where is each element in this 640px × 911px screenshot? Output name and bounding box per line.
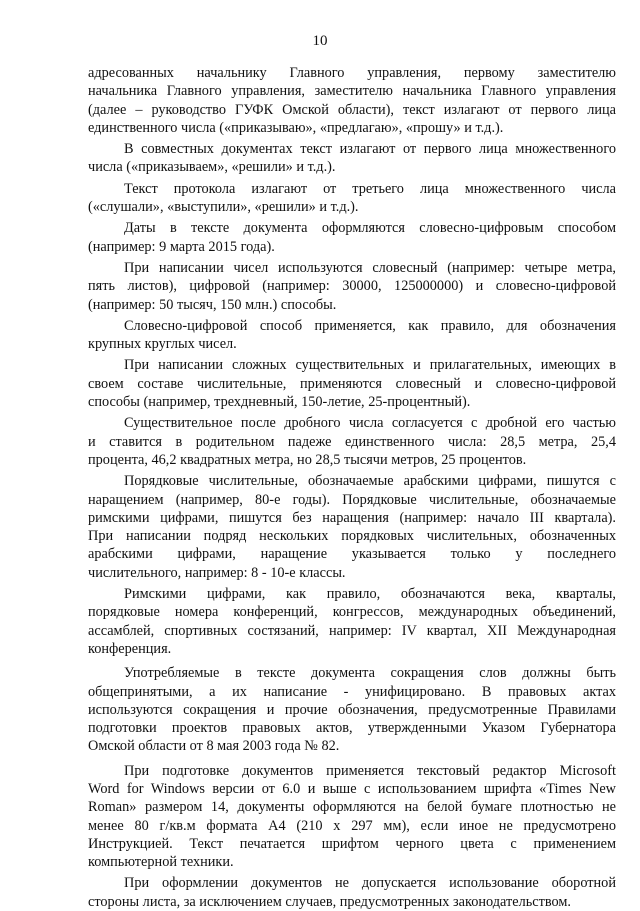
paragraph-line: компьютерной техники. xyxy=(88,854,234,871)
paragraph-line: конференция. xyxy=(88,640,172,657)
paragraph-line: Текст протокола излагают от третьего лица множественного числа xyxy=(124,180,616,197)
paragraph-line: начальника Главного управления, заместителю начальника Главного управления xyxy=(88,83,616,100)
paragraph-line: Даты в тексте документа оформляются словесно-цифровым способом xyxy=(124,220,616,237)
paragraph-line: крупных круглых чисел. xyxy=(88,336,237,353)
paragraph-line: общепринятыми, а их написание - унифицировано. В правовых актах xyxy=(88,683,616,700)
paragraph-line: и ставится в родительном падеже единственного числа: 28,5 метра, 25,4 xyxy=(88,433,616,450)
paragraph xyxy=(88,317,616,354)
paragraph xyxy=(88,140,616,177)
paragraph xyxy=(88,356,616,411)
paragraph-line: Употребляемые в тексте документа сокращения слов должны быть xyxy=(124,665,616,682)
paragraph-line: Омской области от 8 мая 2003 года № 82. xyxy=(88,738,340,755)
paragraph-line: менее 80 г/кв.м формата А4 (210 х 297 мм), если иное не предусмотрено xyxy=(88,817,616,834)
paragraph-line: Римскими цифрами, как правило, обозначаются века, кварталы, xyxy=(124,586,616,603)
paragraph-line: своем составе числительные, применяются словесный и словесно-цифровой xyxy=(88,375,616,392)
paragraph xyxy=(88,180,616,217)
paragraph xyxy=(88,762,616,872)
paragraph-line: наращением (например, 80-е годы). Порядковые числительные, обозначаемые xyxy=(88,491,616,508)
paragraph xyxy=(88,472,616,582)
paragraph-line: При написании подряд нескольких порядковых числительных, обозначенных xyxy=(88,528,616,545)
paragraph-line: адресованных начальнику Главного управления, первому заместителю xyxy=(88,65,616,81)
paragraph-line: В совместных документах текст излагают от первого лица множественного xyxy=(124,141,616,158)
paragraph xyxy=(88,874,616,911)
paragraph-line: единственного числа («приказываю», «предлагаю», «прошу» и т.д.). xyxy=(88,119,504,136)
paragraph-line: арабскими цифрами, наращение указывается только у последнего xyxy=(88,546,616,563)
paragraph-line: процента, 46,2 квадратных метра, но 28,5 тысячи метров, 25 процентов. xyxy=(88,451,527,468)
paragraph-line: («слушали», «выступили», «решили» и т.д.). xyxy=(88,199,359,216)
paragraph xyxy=(88,664,616,755)
paragraph-line: числа («приказываем», «решили» и т.д.). xyxy=(88,159,336,176)
paragraph xyxy=(88,414,616,469)
paragraph-line: Порядковые числительные, обозначаемые арабскими цифрами, пишутся с xyxy=(124,473,616,490)
paragraph-line: способы (например, трехдневный, 150-летие, 25-процентный). xyxy=(88,394,471,411)
paragraph xyxy=(88,259,616,314)
paragraph-line: подготовки проектов правовых актов, утвержденными Указом Губернатора xyxy=(88,720,616,737)
paragraph-line: Word for Windows версии от 6.0 и выше с использованием шрифта «Times New xyxy=(88,780,616,797)
paragraph-line: При подготовке документов применяется текстовый редактор Microsoft xyxy=(124,762,616,779)
paragraph-line: числительного, например: 8 - 10-е классы. xyxy=(88,564,346,581)
paragraph-line: Существительное после дробного числа согласуется с дробной его частью xyxy=(124,415,616,432)
paragraph-line: Roman» размером 14, документы оформляются на белой бумаге плотностью не xyxy=(88,799,616,816)
paragraph-line: пять листов), цифровой (например: 30000, 125000000) и словесно-цифровой xyxy=(88,278,616,295)
paragraph-line: римскими цифрами, пишутся без наращения (например: начало III квартала). xyxy=(88,509,616,526)
document-body xyxy=(88,64,616,911)
paragraph-line: (например: 9 марта 2015 года). xyxy=(88,238,275,255)
paragraph-line: порядковые номера конференций, конгрессов, международных объединений, xyxy=(88,604,616,621)
paragraph-line: При написании чисел используются словесный (например: четыре метра, xyxy=(124,259,616,276)
paragraph xyxy=(88,585,616,658)
paragraph-line: При написании сложных существительных и прилагательных, имеющих в xyxy=(124,357,616,374)
paragraph-line: Словесно-цифровой способ применяется, как правило, для обозначения xyxy=(124,317,616,334)
paragraph-line: используются сокращения и прочие обозначения, предусмотренные Правилами xyxy=(88,701,616,718)
paragraph-line: Инструкцией. Текст печатается шрифтом черного цвета с применением xyxy=(88,835,616,852)
paragraph-line: При оформлении документов не допускается использование оборотной xyxy=(124,875,616,892)
paragraph xyxy=(88,219,616,256)
paragraph-line: ассамблей, спортивных состязаний, например: IV квартал, XII Международная xyxy=(88,622,616,639)
paragraph-line: стороны листа, за исключением случаев, предусмотренных законодательством. xyxy=(88,893,571,910)
page-number: 10 xyxy=(312,33,328,49)
paragraph-line: (далее – руководство ГУФК Омской области), текст излагают от первого лица xyxy=(88,101,616,118)
paragraph xyxy=(88,64,616,137)
paragraph-line: (например: 50 тысяч, 150 млн.) способы. xyxy=(88,296,337,313)
